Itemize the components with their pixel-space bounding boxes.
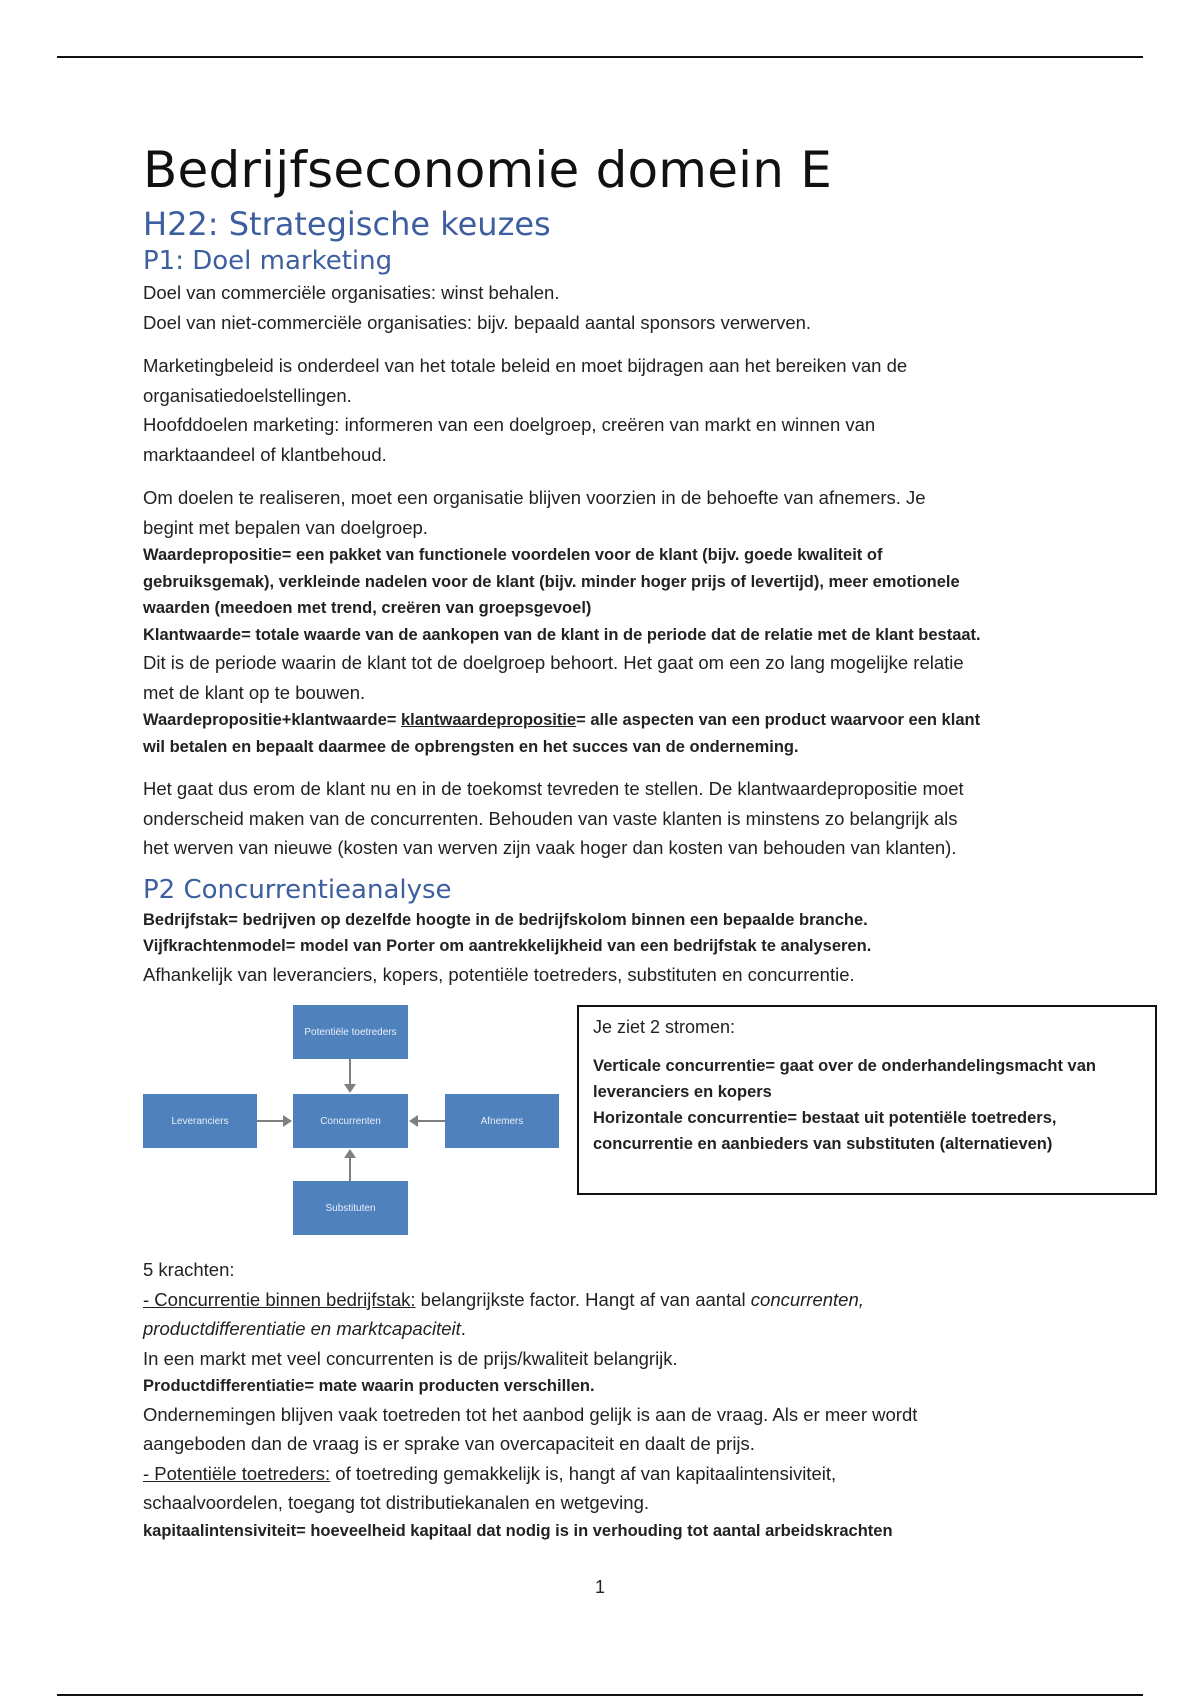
force-end: . [460,1318,466,1339]
figure-row [143,1003,1096,1255]
chapter-heading: H22: Strategische keuzes [143,205,551,243]
textbox-line: Verticale concurrentie= gaat over de onderhandelingsmacht van [593,1057,1096,1075]
arrow-down-head [344,1084,356,1093]
diagram-box-potential-entrants: Potentiële toetreders [293,1005,408,1059]
definition-term: Waardepropositie+klantwaarde= [143,711,401,729]
force-italic: concurrenten, [750,1288,864,1310]
paragraph-line: Ondernemingen blijven vaak toetreden tot het aanbod gelijk is aan de vraag. Als er meer wordt [143,1403,918,1425]
paragraph-line: In een markt met veel concurrenten is de prijs/kwaliteit belangrijk. [143,1347,678,1369]
paragraph-line: het werven van nieuwe (kosten van werven zijn vaak hoger dan kosten van behouden van klanten). [143,837,957,858]
arrow-left-head [409,1115,418,1127]
definition-line: Klantwaarde= totale waarde van de aankopen van de klant in de periode dat de relatie met de klant bestaat. [143,625,981,644]
arrow-left [418,1120,445,1122]
paragraph-line: onderscheid maken van de concurrenten. Behouden van vaste klanten is minstens zo belangrijk als [143,807,958,829]
paragraph-line: Marketingbeleid is onderdeel van het totale beleid en moet bijdragen aan het bereiken van de [143,355,908,376]
force-label: - Potentiële toetreders: [143,1462,331,1484]
footer-rule [57,1694,1143,1696]
definition-line: wil betalen en bepaalt daarmee de opbrengsten en het succes van de onderneming. [143,737,799,756]
diagram-box-competitors: Concurrenten [293,1094,408,1148]
force-line [143,1459,1083,1489]
textbox-line: leveranciers en kopers [593,1083,772,1101]
force-italic: productdifferentiatie en marktcapaciteit [143,1318,461,1339]
paragraph-line: organisatiedoelstellingen. [143,384,352,406]
paragraph-line: met de klant op te bouwen. [143,681,366,703]
two-flows-textbox [577,1005,1157,1195]
definition-line [143,707,1083,734]
definition-line: Productdifferentiatie= mate waarin producten verschillen. [143,1377,595,1395]
section-heading-p1: P1: Doel marketing [143,246,393,276]
paragraph-line: schaalvoordelen, toegang tot distributiekanalen en wetgeving. [143,1492,650,1513]
arrow-right-head [283,1115,292,1127]
definition-line: Bedrijfstak= bedrijven op dezelfde hoogte in de bedrijfskolom binnen een bepaalde branche. [143,910,868,929]
paragraph-line: marktaandeel of klantbehoud. [143,443,387,465]
paragraph-line: Het gaat dus erom de klant nu en in de toekomst tevreden te stellen. De klantwaardepropositie moet [143,778,964,799]
page-number: 1 [594,1577,605,1597]
diagram-box-suppliers: Leveranciers [143,1094,257,1148]
definition-text: = alle aspecten van een product waarvoor een klant [576,711,981,729]
section-heading-p2: P2 Concurrentieanalyse [143,874,452,905]
definition-line: Waardepropositie= een pakket van functionele voordelen voor de klant (bijv. goede kwaliteit of [143,546,883,564]
header-rule [57,56,1143,58]
force-text: of toetreding gemakkelijk is, hangt af van kapitaalintensiviteit, [330,1462,837,1484]
paragraph-line: Om doelen te realiseren, moet een organisatie blijven voorzien in de behoefte van afnemers. Je [143,487,926,508]
definition-line: waarden (meedoen met trend, creëren van groepsgevoel) [143,599,592,617]
page-content [143,140,1096,1544]
paragraph-line: aangeboden dan de vraag is er sprake van overcapaciteit en daalt de prijs. [143,1433,755,1454]
force-text: belangrijkste factor. Hangt af van aantal [415,1288,751,1310]
diagram-box-customers: Afnemers [445,1094,559,1148]
definition-line: kapitaalintensiviteit= hoeveelheid kapitaal dat nodig is in verhouding tot aantal arbeidskrachten [143,1521,893,1540]
paragraph-line: Doel van niet-commerciële organisaties: bijv. bepaald aantal sponsors verwerven. [143,311,812,333]
five-forces-diagram [143,1003,561,1235]
textbox-line: concurrentie en aanbieders van substituten (alternatieven) [593,1135,1053,1153]
paragraph-line [143,1314,1083,1344]
document-title: Bedrijfseconomie domein E [143,141,833,199]
arrow-right [257,1120,284,1122]
definition-line: Vijfkrachtenmodel= model van Porter om aantrekkelijkheid van een bedrijfstak te analyseren. [143,937,872,955]
paragraph-line: Hoofddoelen marketing: informeren van een doelgroep, creëren van markt en winnen van [143,414,876,435]
paragraph-line: 5 krachten: [143,1259,235,1280]
diagram-box-substitutes: Substituten [293,1181,408,1235]
underlined-term: klantwaardepropositie [400,711,577,729]
arrow-up [349,1158,351,1181]
paragraph-line: Dit is de periode waarin de klant tot de doelgroep behoort. Het gaat om een zo lang mogelijke relatie [143,652,964,673]
arrow-down [349,1059,351,1085]
paragraph-line: Afhankelijk van leveranciers, kopers, potentiële toetreders, substituten en concurrentie. [143,963,855,985]
force-line [143,1285,1083,1315]
paragraph-line: begint met bepalen van doelgroep. [143,516,428,538]
force-label: - Concurrentie binnen bedrijfstak: [143,1288,416,1310]
definition-line: gebruiksgemak), verkleinde nadelen voor de klant (bijv. minder hoger prijs of levertijd), meer emotionele [143,572,960,591]
textbox-line: Horizontale concurrentie= bestaat uit potentiële toetreders, [593,1109,1057,1127]
textbox-intro: Je ziet 2 stromen: [593,1017,736,1037]
arrow-up-head [344,1149,356,1158]
paragraph-line: Doel van commerciële organisaties: winst behalen. [143,282,560,303]
